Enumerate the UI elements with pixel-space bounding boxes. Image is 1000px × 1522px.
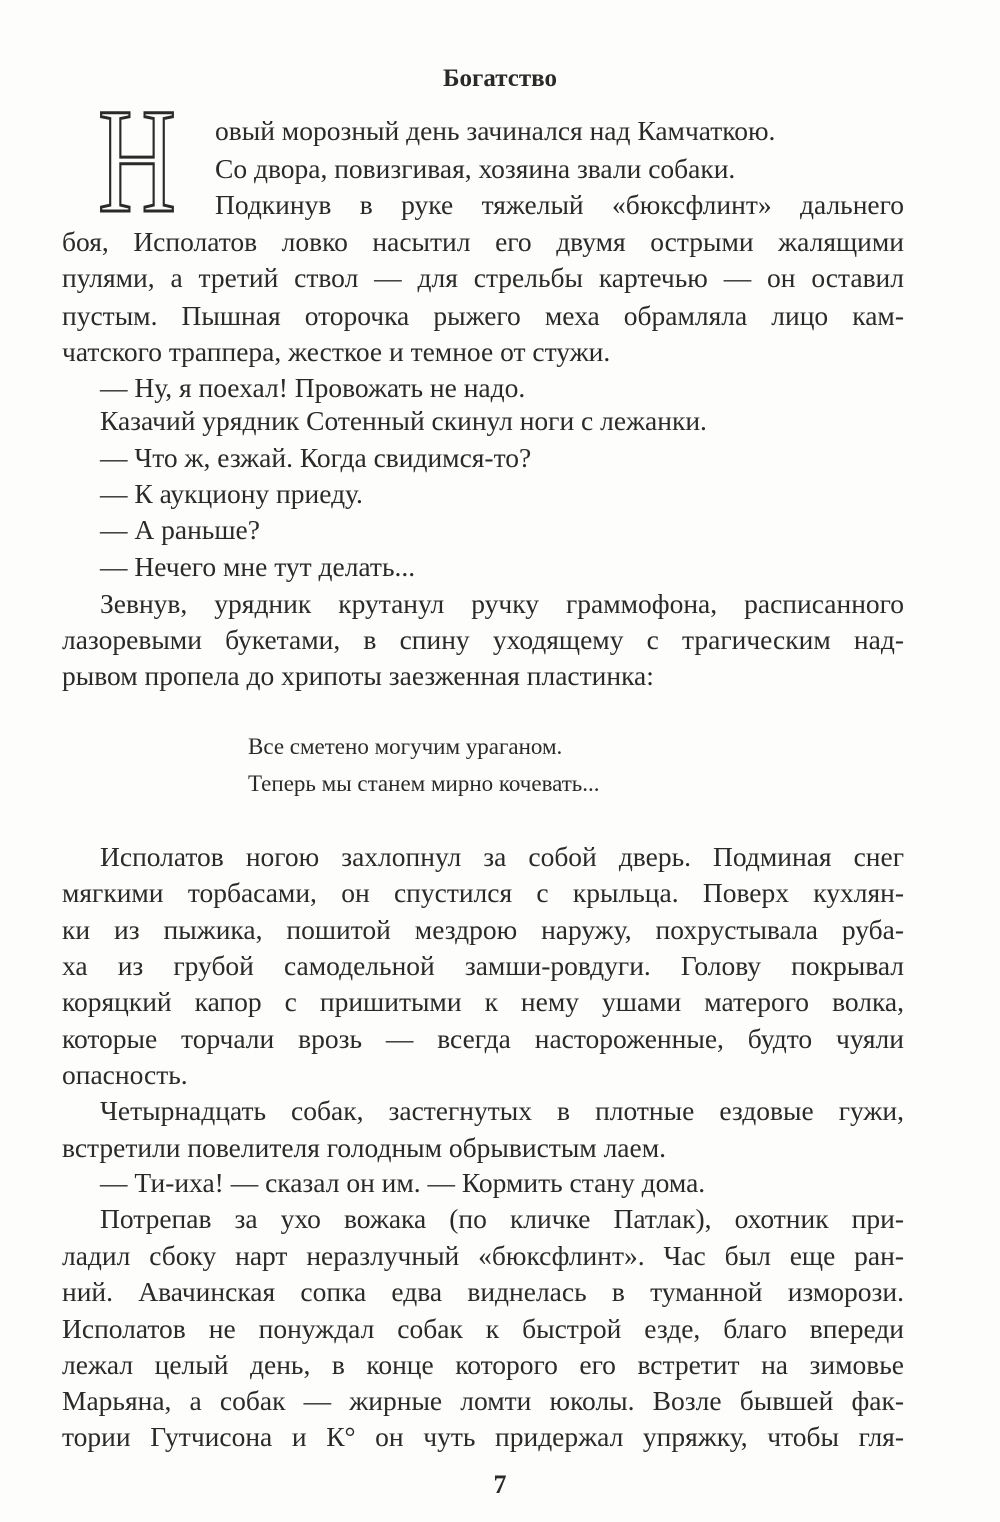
text-line: рывом пропела до хрипоты заезженная пластинка:	[62, 660, 654, 691]
text-line: — К аукциону приеду.	[100, 478, 363, 509]
text-line: пустым. Пышная оторочка рыжего меха обрамляла лицо кам-	[62, 300, 904, 331]
text-line: Марьяна, а собак — жирные ломти юколы. Возле бывшей фак-	[62, 1385, 904, 1416]
poem-line: Все сметено могучим ураганом.	[248, 734, 563, 759]
text-line: лежал целый день, в конце которого его встретит на зимовье	[62, 1349, 904, 1380]
text-line: Четырнадцать собак, застегнутых в плотные ездовые гужи,	[100, 1095, 904, 1126]
text-line: ха из грубой самодельной замши-ровдуги. Голову покрывал	[62, 950, 904, 981]
text-line: — Нечего мне тут делать...	[100, 551, 416, 582]
text-line: ладил сбоку нарт неразлучный «бюксфлинт». Час был еще ран-	[62, 1240, 904, 1271]
text-line: — Ну, я поехал! Провожать не надо.	[100, 372, 526, 403]
text-line: встретили повелителя голодным обрывистым лаем.	[62, 1132, 666, 1163]
text-line: Подкинув в руке тяжелый «бюксфлинт» дальнего	[215, 189, 904, 220]
drop-cap: Н	[98, 78, 176, 244]
text-line: Исполатов не понуждал собак к быстрой езде, благо впереди	[62, 1313, 904, 1344]
text-line: тории Гутчисона и К° он чуть придержал упряжку, чтобы гля-	[62, 1421, 904, 1452]
text-line: Исполатов ногою захлопнул за собой дверь. Подминая снег	[100, 841, 904, 872]
text-line: — Что ж, езжай. Когда свидимся-то?	[100, 442, 532, 473]
text-line: ний. Авачинская сопка едва виднелась в туманной изморози.	[62, 1276, 904, 1307]
text-line: Со двора, повизгивая, хозяина звали собаки.	[215, 153, 736, 184]
text-line: лазоревыми букетами, в спину уходящему с трагическим над-	[62, 624, 904, 655]
page-number: 7	[493, 1470, 507, 1499]
text-line: Зевнув, урядник крутанул ручку граммофона, расписанного	[100, 588, 904, 619]
text-line: которые торчали врозь — всегда настороженные, будто чуяли	[62, 1023, 904, 1054]
text-line: боя, Исполатов ловко насытил его двумя острыми жалящими	[62, 226, 904, 257]
poem-line: Теперь мы станем мирно кочевать...	[248, 771, 600, 796]
text-line: Казачий урядник Сотенный скинул ноги с лежанки.	[100, 405, 707, 436]
text-line: ки из пыжика, пошитой мездрою наружу, похрустывала руба-	[62, 914, 904, 945]
text-line: коряцкий капор с пришитыми к нему ушами матерого волка,	[62, 986, 904, 1017]
text-line: — Ти-иха! — сказал он им. — Кормить стану дома.	[100, 1167, 706, 1198]
text-line: мягкими торбасами, он спустился с крыльца. Поверх кухлян-	[62, 877, 904, 908]
text-line: — А раньше?	[100, 514, 260, 545]
text-line: Потрепав за ухо вожака (по кличке Патлак), охотник при-	[100, 1203, 904, 1234]
text-line: овый морозный день зачинался над Камчаткою.	[215, 115, 776, 146]
text-line: чатского траппера, жесткое и темное от стужи.	[62, 336, 611, 367]
text-line: опасность.	[62, 1059, 188, 1090]
text-line: пулями, а третий ствол — для стрельбы картечью — он оставил	[62, 262, 904, 293]
chapter-title: Богатство	[442, 65, 558, 92]
